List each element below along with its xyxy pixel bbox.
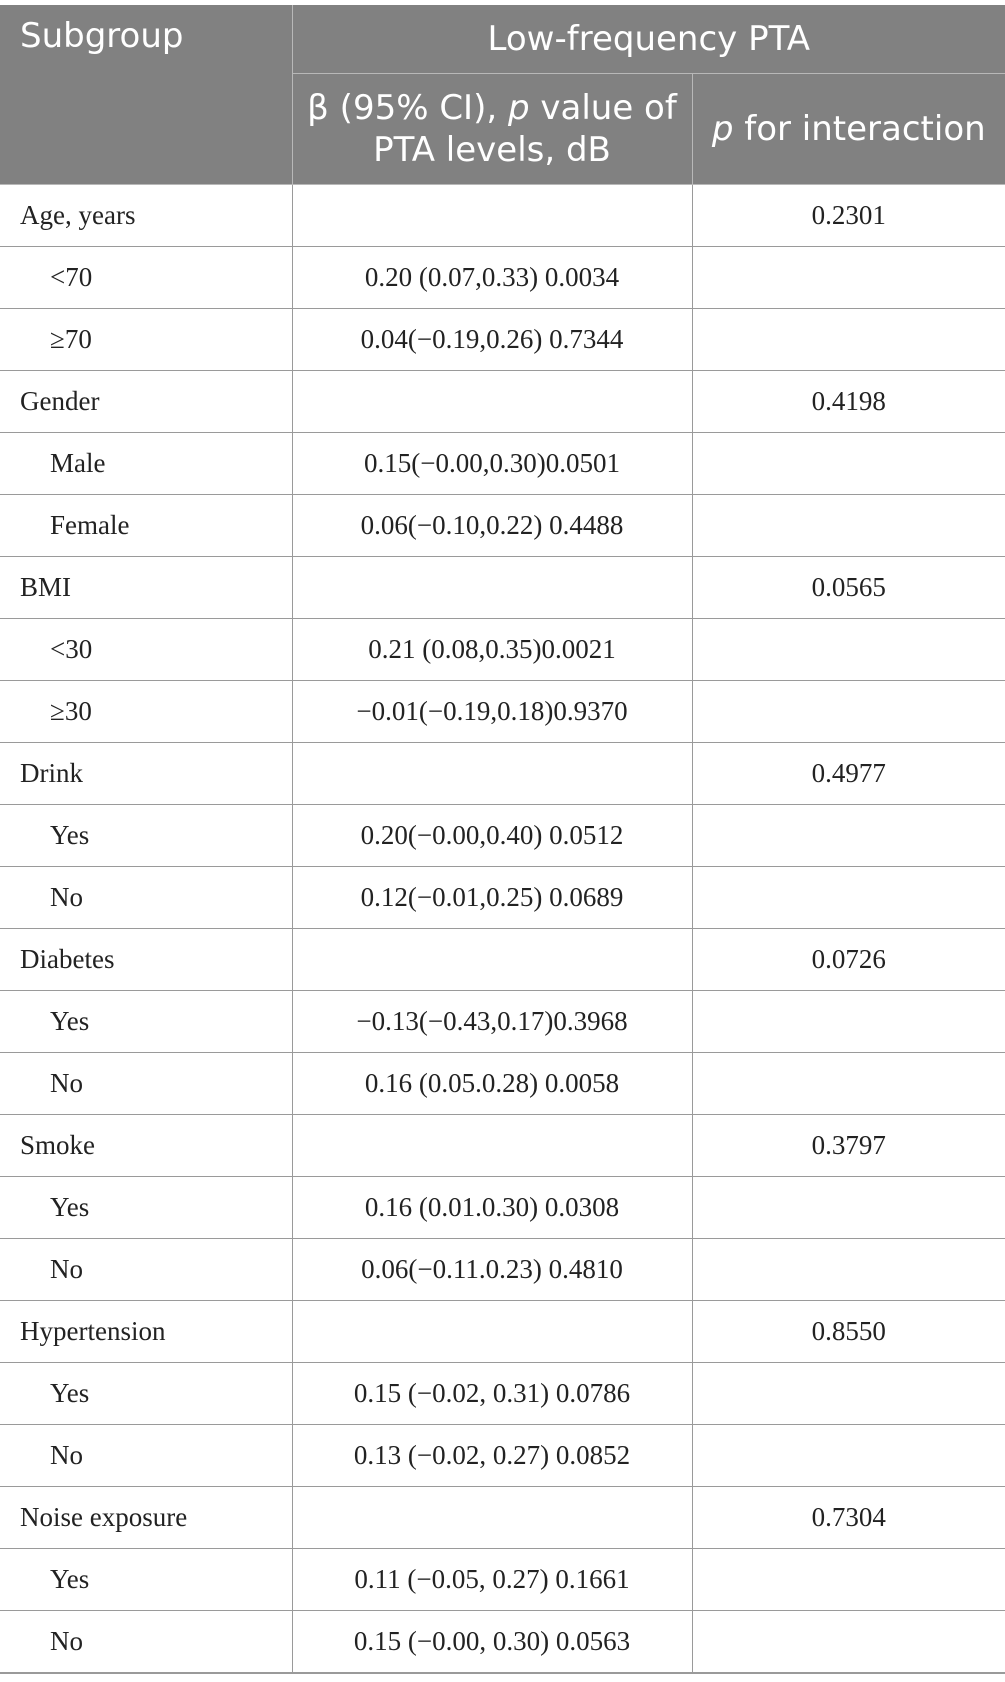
subgroup-label-cell: No bbox=[0, 1053, 292, 1115]
subgroup-label-cell: Yes bbox=[0, 805, 292, 867]
subgroup-label-cell: Yes bbox=[0, 1549, 292, 1611]
p-interaction-header-p: p bbox=[711, 109, 734, 149]
subgroup-label-cell: Yes bbox=[0, 1177, 292, 1239]
beta-ci-cell: 0.20(−0.00,0.40) 0.0512 bbox=[292, 805, 692, 867]
subgroup-level-row bbox=[0, 991, 1005, 1053]
p-interaction-cell bbox=[692, 247, 1005, 309]
p-interaction-cell: 0.4977 bbox=[692, 743, 1005, 805]
subgroup-label-cell: ≥70 bbox=[0, 309, 292, 371]
beta-ci-cell bbox=[292, 557, 692, 619]
subgroup-level-row bbox=[0, 805, 1005, 867]
beta-ci-cell bbox=[292, 185, 692, 247]
beta-ci-cell: −0.01(−0.19,0.18)0.9370 bbox=[292, 681, 692, 743]
p-interaction-cell: 0.2301 bbox=[692, 185, 1005, 247]
subgroup-level-row bbox=[0, 1239, 1005, 1301]
subgroup-category-row bbox=[0, 1115, 1005, 1177]
p-interaction-cell: 0.0726 bbox=[692, 929, 1005, 991]
beta-ci-cell: −0.13(−0.43,0.17)0.3968 bbox=[292, 991, 692, 1053]
subgroup-level-row bbox=[0, 433, 1005, 495]
beta-header-p: p bbox=[507, 88, 530, 128]
subgroup-label-cell: Yes bbox=[0, 991, 292, 1053]
subgroup-label-cell: No bbox=[0, 1239, 292, 1301]
subgroup-category-row bbox=[0, 371, 1005, 433]
subgroup-label-cell: Yes bbox=[0, 1363, 292, 1425]
beta-header-prefix: β (95% CI), bbox=[307, 88, 508, 128]
beta-ci-cell: 0.20 (0.07,0.33) 0.0034 bbox=[292, 247, 692, 309]
subgroup-category-row bbox=[0, 1301, 1005, 1363]
p-interaction-cell: 0.3797 bbox=[692, 1115, 1005, 1177]
subgroup-category-row bbox=[0, 743, 1005, 805]
subgroup-analysis-table-container bbox=[0, 5, 1005, 1674]
subgroup-label-cell: <30 bbox=[0, 619, 292, 681]
subgroup-level-row bbox=[0, 1177, 1005, 1239]
subgroup-label-cell: Hypertension bbox=[0, 1301, 292, 1363]
p-interaction-cell: 0.4198 bbox=[692, 371, 1005, 433]
beta-ci-cell: 0.21 (0.08,0.35)0.0021 bbox=[292, 619, 692, 681]
p-interaction-cell bbox=[692, 1053, 1005, 1115]
table-header bbox=[0, 5, 1005, 185]
p-interaction-cell bbox=[692, 1611, 1005, 1674]
subgroup-level-row bbox=[0, 309, 1005, 371]
subgroup-category-row bbox=[0, 929, 1005, 991]
beta-ci-cell bbox=[292, 1115, 692, 1177]
p-interaction-cell: 0.7304 bbox=[692, 1487, 1005, 1549]
subgroup-analysis-table bbox=[0, 5, 1005, 1674]
beta-ci-cell: 0.15 (−0.00, 0.30) 0.0563 bbox=[292, 1611, 692, 1674]
subgroup-category-row bbox=[0, 557, 1005, 619]
subgroup-level-row bbox=[0, 247, 1005, 309]
subgroup-level-row bbox=[0, 495, 1005, 557]
subgroup-level-row bbox=[0, 1053, 1005, 1115]
subgroup-column-header: Subgroup bbox=[0, 5, 292, 185]
beta-header-suffix: value of PTA levels, dB bbox=[373, 88, 677, 170]
subgroup-label-cell: Male bbox=[0, 433, 292, 495]
subgroup-label-cell: Noise exposure bbox=[0, 1487, 292, 1549]
table-body bbox=[0, 185, 1005, 1674]
beta-ci-cell bbox=[292, 1487, 692, 1549]
subgroup-level-row bbox=[0, 1363, 1005, 1425]
header-row-top bbox=[0, 5, 1005, 74]
subgroup-label-cell: Diabetes bbox=[0, 929, 292, 991]
beta-ci-cell: 0.13 (−0.02, 0.27) 0.0852 bbox=[292, 1425, 692, 1487]
beta-ci-cell: 0.15(−0.00,0.30)0.0501 bbox=[292, 433, 692, 495]
subgroup-label-cell: ≥30 bbox=[0, 681, 292, 743]
beta-ci-cell bbox=[292, 929, 692, 991]
p-interaction-cell bbox=[692, 309, 1005, 371]
subgroup-label-cell: No bbox=[0, 867, 292, 929]
subgroup-label-cell: BMI bbox=[0, 557, 292, 619]
beta-ci-cell bbox=[292, 743, 692, 805]
p-interaction-cell bbox=[692, 1549, 1005, 1611]
beta-ci-cell: 0.16 (0.01.0.30) 0.0308 bbox=[292, 1177, 692, 1239]
p-interaction-cell bbox=[692, 1239, 1005, 1301]
p-interaction-cell bbox=[692, 495, 1005, 557]
beta-ci-cell: 0.06(−0.11.0.23) 0.4810 bbox=[292, 1239, 692, 1301]
beta-ci-cell: 0.11 (−0.05, 0.27) 0.1661 bbox=[292, 1549, 692, 1611]
subgroup-category-row bbox=[0, 1487, 1005, 1549]
p-interaction-cell bbox=[692, 1177, 1005, 1239]
subgroup-label-cell: No bbox=[0, 1425, 292, 1487]
p-interaction-cell bbox=[692, 867, 1005, 929]
beta-ci-cell: 0.15 (−0.02, 0.31) 0.0786 bbox=[292, 1363, 692, 1425]
subgroup-level-row bbox=[0, 1611, 1005, 1674]
p-interaction-cell bbox=[692, 805, 1005, 867]
subgroup-label-cell: <70 bbox=[0, 247, 292, 309]
p-interaction-cell bbox=[692, 681, 1005, 743]
p-interaction-cell: 0.8550 bbox=[692, 1301, 1005, 1363]
beta-ci-cell bbox=[292, 1301, 692, 1363]
subgroup-category-row bbox=[0, 185, 1005, 247]
subgroup-label-cell: Age, years bbox=[0, 185, 292, 247]
beta-ci-cell: 0.06(−0.10,0.22) 0.4488 bbox=[292, 495, 692, 557]
p-interaction-cell bbox=[692, 1363, 1005, 1425]
subgroup-level-row bbox=[0, 619, 1005, 681]
p-interaction-cell: 0.0565 bbox=[692, 557, 1005, 619]
p-interaction-header-suffix: for interaction bbox=[733, 109, 986, 149]
subgroup-label-cell: Female bbox=[0, 495, 292, 557]
subgroup-level-row bbox=[0, 1549, 1005, 1611]
beta-ci-cell: 0.04(−0.19,0.26) 0.7344 bbox=[292, 309, 692, 371]
p-interaction-cell bbox=[692, 991, 1005, 1053]
p-interaction-column-header bbox=[692, 74, 1005, 185]
subgroup-level-row bbox=[0, 867, 1005, 929]
beta-ci-cell bbox=[292, 371, 692, 433]
low-frequency-pta-header: Low-frequency PTA bbox=[292, 5, 1005, 74]
subgroup-label-cell: Smoke bbox=[0, 1115, 292, 1177]
beta-column-header bbox=[292, 74, 692, 185]
p-interaction-cell bbox=[692, 1425, 1005, 1487]
subgroup-label-cell: Drink bbox=[0, 743, 292, 805]
beta-ci-cell: 0.12(−0.01,0.25) 0.0689 bbox=[292, 867, 692, 929]
subgroup-label-cell: Gender bbox=[0, 371, 292, 433]
subgroup-level-row bbox=[0, 1425, 1005, 1487]
subgroup-level-row bbox=[0, 681, 1005, 743]
beta-ci-cell: 0.16 (0.05.0.28) 0.0058 bbox=[292, 1053, 692, 1115]
p-interaction-cell bbox=[692, 433, 1005, 495]
subgroup-label-cell: No bbox=[0, 1611, 292, 1674]
p-interaction-cell bbox=[692, 619, 1005, 681]
